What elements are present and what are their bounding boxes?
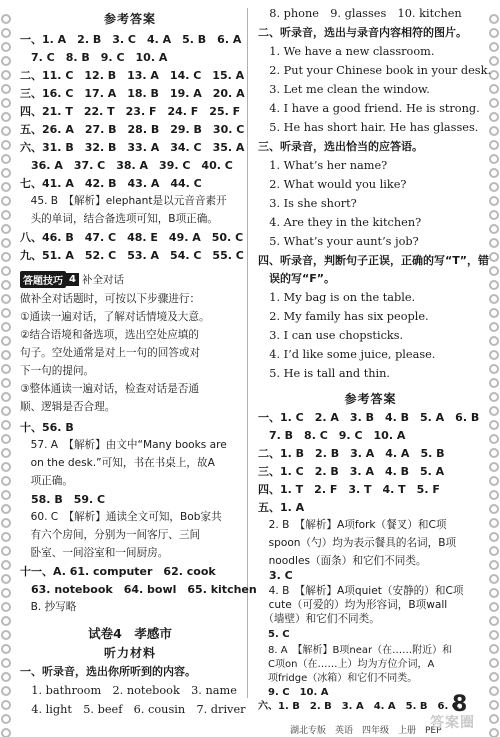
answer-line: B. 抄写略 xyxy=(20,601,77,613)
listening-line: 8. phone 9. glasses 10. kitchen xyxy=(258,7,462,20)
binding-ring xyxy=(1,126,11,136)
answer-line: 7. C 8. B 9. C 10. A xyxy=(20,51,168,64)
explanation-line: 头的单词，结合备选项可知，B项正确。 xyxy=(20,213,218,225)
answers-heading: 参考答案 xyxy=(344,392,397,406)
binding-ring xyxy=(1,98,11,108)
answer-line: 四、1. T 2. F 3. T 4. T 5. F xyxy=(258,483,440,496)
explanation-line: 2. B 【解析】A项fork（餐叉）和C项 xyxy=(258,519,447,531)
answer-line: 四、21. T 22. T 23. F 24. F 25. F xyxy=(20,105,241,118)
binding-ring xyxy=(489,462,499,472)
tip-label: 答题技巧 xyxy=(20,271,66,288)
binding-ring xyxy=(1,546,11,556)
binding-ring xyxy=(1,154,11,164)
binding-ring xyxy=(1,364,11,374)
binding-ring xyxy=(489,672,499,682)
binding-ring xyxy=(1,686,11,696)
answer-line: 5. C xyxy=(258,629,290,640)
binding-ring xyxy=(1,168,11,178)
binding-ring xyxy=(489,420,499,430)
binding-ring xyxy=(489,224,499,234)
explanation-line: 项正确。 xyxy=(20,475,73,487)
listening-line: 5. He has short hair. He has glasses. xyxy=(258,121,479,134)
binding-ring xyxy=(489,602,499,612)
binding-ring xyxy=(1,42,11,52)
binding-ring xyxy=(489,560,499,570)
binding-ring xyxy=(1,56,11,66)
listening-line: 2. What would you like? xyxy=(258,178,407,191)
binding-ring xyxy=(489,392,499,402)
binding-ring xyxy=(489,490,499,500)
binding-ring xyxy=(489,322,499,332)
section-title: 一、听录音，选出你所听到的内容。 xyxy=(20,665,196,678)
listening-line: 4. I have a good friend. He is strong. xyxy=(258,102,480,115)
explanation-line: spoon（勺）均为表示餐具的名词，B项 xyxy=(258,537,457,549)
listening-line: 3. Is she short? xyxy=(258,197,357,210)
tip-text-line: 顺、逻辑是否合理。 xyxy=(20,401,116,413)
binding-ring xyxy=(489,280,499,290)
explanation-line: C项on（在……上）均为方位介词，A xyxy=(258,659,435,670)
binding-ring xyxy=(1,504,11,514)
binding-ring xyxy=(1,574,11,584)
binding-ring xyxy=(489,532,499,542)
answer-line: 九、51. A 52. C 53. A 54. C 55. C xyxy=(20,249,244,262)
binding-ring xyxy=(1,140,11,150)
answers-heading: 参考答案 xyxy=(103,12,156,26)
binding-ring xyxy=(489,112,499,122)
tip-text-line: ①通读一遍对话，了解对话情境及大意。 xyxy=(20,311,210,323)
section-title: 二、听录音，选出与录音内容相符的图片。 xyxy=(258,26,467,39)
binding-ring xyxy=(1,658,11,668)
binding-ring xyxy=(489,714,499,724)
explanation-line: 45. B 【解析】elephant是以元音音素开 xyxy=(20,195,227,207)
binding-ring xyxy=(1,14,11,24)
answer-line: 二、11. C 12. B 13. A 14. C 15. A xyxy=(20,69,245,82)
binding-ring xyxy=(489,574,499,584)
explanation-line: 有六个房间，分别为一间客厅、三间 xyxy=(20,529,201,541)
binding-ring xyxy=(1,630,11,640)
binding-ring xyxy=(489,28,499,38)
binding-ring xyxy=(1,406,11,416)
listening-line: 1. bathroom 2. notebook 3. name xyxy=(20,684,237,697)
listening-line: 5. What’s your aunt’s job? xyxy=(258,235,419,248)
binding-ring xyxy=(489,294,499,304)
listening-line: 1. My bag is on the table. xyxy=(258,291,416,304)
binding-ring xyxy=(489,210,499,220)
binding-ring xyxy=(1,336,11,346)
tip-text-line: 句子。空处通常是对上一句的回答或对 xyxy=(20,347,201,359)
exam-title: 试卷4 孝感市 xyxy=(88,626,172,641)
binding-ring xyxy=(1,560,11,570)
answer-line: 58. B 59. C xyxy=(20,493,106,506)
binding-ring xyxy=(489,406,499,416)
binding-ring xyxy=(489,728,499,737)
binding-ring xyxy=(1,476,11,486)
right-binding-rings xyxy=(488,0,500,737)
binding-ring xyxy=(489,126,499,136)
binding-ring xyxy=(1,392,11,402)
binding-ring xyxy=(1,672,11,682)
binding-ring xyxy=(489,364,499,374)
binding-ring xyxy=(489,168,499,178)
binding-ring xyxy=(1,532,11,542)
binding-ring xyxy=(489,630,499,640)
binding-ring xyxy=(489,84,499,94)
binding-ring xyxy=(489,140,499,150)
binding-ring xyxy=(489,336,499,346)
section-title: 误的写“F”。 xyxy=(258,272,335,285)
binding-ring xyxy=(1,448,11,458)
listening-line: 4. I’d like some juice, please. xyxy=(258,348,436,361)
tip-text-line: ②结合语境和备选项，选出空处应填的 xyxy=(20,329,199,341)
binding-ring xyxy=(1,238,11,248)
binding-ring xyxy=(489,434,499,444)
binding-ring xyxy=(489,308,499,318)
binding-ring xyxy=(1,434,11,444)
listening-line: 4. Are they in the kitchen? xyxy=(258,216,422,229)
listening-line: 3. Let me clean the window. xyxy=(258,83,430,96)
binding-ring xyxy=(1,378,11,388)
answer-line: 五、26. A 27. B 28. B 29. B 30. C xyxy=(20,123,245,136)
binding-ring xyxy=(489,616,499,626)
section-title: 三、听录音，选出恰当的应答语。 xyxy=(258,140,423,153)
binding-ring xyxy=(489,182,499,192)
watermark: 答案圈 xyxy=(430,715,475,731)
binding-ring xyxy=(1,84,11,94)
answer-line: 五、1. A xyxy=(258,501,305,514)
answer-line: 一、1. A 2. B 3. C 4. A 5. B 6. A xyxy=(20,33,242,46)
binding-ring xyxy=(489,238,499,248)
binding-ring xyxy=(1,420,11,430)
binding-ring xyxy=(1,588,11,598)
binding-ring xyxy=(489,476,499,486)
answer-line: 3. C xyxy=(258,569,293,582)
explanation-line: （墙壁）和它们不同类。 xyxy=(258,613,380,625)
explanation-line: noodles（面条）和它们不同类。 xyxy=(258,555,427,567)
binding-ring xyxy=(489,644,499,654)
binding-ring xyxy=(1,616,11,626)
binding-ring xyxy=(489,266,499,276)
binding-ring xyxy=(489,588,499,598)
answer-line: 十、56. B xyxy=(20,421,74,434)
binding-ring xyxy=(1,322,11,332)
explanation-line: 8. A 【解析】B项near（在……附近）和 xyxy=(258,645,453,656)
binding-ring xyxy=(489,154,499,164)
binding-ring xyxy=(1,518,11,528)
answer-line: 三、16. C 17. A 18. B 19. A 20. A xyxy=(20,87,245,100)
binding-ring xyxy=(1,224,11,234)
binding-ring xyxy=(1,350,11,360)
explanation-line: 4. B 【解析】A项quiet（安静的）和C项 xyxy=(258,585,464,597)
tip-title: 补全对话 xyxy=(81,274,124,286)
listening-line: 5. He is tall and thin. xyxy=(258,367,391,380)
answer-line: 七、41. A 42. B 43. A 44. C xyxy=(20,177,202,190)
listening-line: 2. My family has six people. xyxy=(258,310,429,323)
binding-ring xyxy=(1,210,11,220)
listening-line: 3. I can use chopsticks. xyxy=(258,329,404,342)
answer-line: 六、1. B 2. B 3. A 4. A 5. B 6. C xyxy=(258,701,460,712)
binding-ring xyxy=(1,112,11,122)
binding-ring xyxy=(1,196,11,206)
answer-line: 六、31. B 32. B 33. A 34. C 35. A xyxy=(20,141,245,154)
section-title: 四、听录音，判断句子正误，正确的写“T”，错 xyxy=(258,254,489,267)
binding-ring xyxy=(1,252,11,262)
binding-ring xyxy=(1,280,11,290)
binding-ring xyxy=(1,266,11,276)
explanation-line: 项fridge（冰箱）和它们不同类。 xyxy=(258,673,418,684)
binding-ring xyxy=(489,98,499,108)
binding-ring xyxy=(489,518,499,528)
listening-line: 4. light 5. beef 6. cousin 7. driver xyxy=(20,703,246,716)
binding-ring xyxy=(489,252,499,262)
answer-line: 一、1. C 2. A 3. B 4. B 5. A 6. B xyxy=(258,411,480,424)
answer-line: 八、46. B 47. C 48. E 49. A 50. C xyxy=(20,231,244,244)
answer-line: 9. C 10. A xyxy=(258,687,329,698)
explanation-line: 60. C 【解析】通读全文可知，Bob家共 xyxy=(20,511,222,523)
explanation-line: 卧室、一间浴室和一间厨房。 xyxy=(20,547,169,559)
answer-tip-banner xyxy=(20,271,124,288)
binding-ring xyxy=(1,602,11,612)
answer-line: 63. notebook 64. bowl 65. kitchen xyxy=(20,583,257,596)
answer-line: 十一、A. 61. computer 62. cook xyxy=(20,565,216,578)
left-binding-rings xyxy=(0,0,12,737)
binding-ring xyxy=(489,546,499,556)
binding-ring xyxy=(489,658,499,668)
binding-ring xyxy=(489,196,499,206)
answer-line: 36. A 37. C 38. A 39. C 40. C xyxy=(20,159,233,172)
binding-ring xyxy=(489,686,499,696)
explanation-line: on the desk.”可知，书在书桌上，故A xyxy=(20,457,215,469)
answer-line: 二、1. B 2. B 3. A 4. A 5. B xyxy=(258,447,445,460)
binding-ring xyxy=(1,462,11,472)
page-number: 8 xyxy=(452,692,468,717)
tip-text-line: 做补全对话题时，可按以下步骤进行： xyxy=(20,293,201,305)
binding-ring xyxy=(1,182,11,192)
binding-ring xyxy=(489,504,499,514)
explanation-line: cute（可爱的）均为形容词，B项wall xyxy=(258,599,448,611)
binding-ring xyxy=(1,728,11,737)
binding-ring xyxy=(489,378,499,388)
tip-text-line: 下一句的提问。 xyxy=(20,365,95,377)
binding-ring xyxy=(1,644,11,654)
binding-ring xyxy=(489,42,499,52)
binding-ring xyxy=(1,28,11,38)
binding-ring xyxy=(1,714,11,724)
binding-ring xyxy=(489,448,499,458)
tip-text-line: ③整体通读一遍对话，检查对话是否通 xyxy=(20,383,199,395)
tip-number: 4 xyxy=(66,273,79,286)
listening-line: 1. We have a new classroom. xyxy=(258,45,435,58)
binding-ring xyxy=(1,700,11,710)
listening-line: 1. What’s her name? xyxy=(258,159,388,172)
binding-ring xyxy=(1,490,11,500)
explanation-line: 57. A 【解析】由文中“Many books are xyxy=(20,439,227,451)
answer-line: 三、1. C 2. B 3. A 4. B 5. A xyxy=(258,465,445,478)
page-footer: 湖北专版 英语 四年级 上册 PEP xyxy=(290,726,442,736)
binding-ring xyxy=(489,14,499,24)
binding-ring xyxy=(489,350,499,360)
binding-ring xyxy=(489,700,499,710)
answer-line: 7. B 8. C 9. C 10. A xyxy=(258,429,406,442)
listening-line: 2. Put your Chinese book in your desk. xyxy=(258,64,492,77)
listening-heading: 听力材料 xyxy=(103,646,156,660)
binding-ring xyxy=(1,294,11,304)
binding-ring xyxy=(1,308,11,318)
binding-ring xyxy=(1,70,11,80)
